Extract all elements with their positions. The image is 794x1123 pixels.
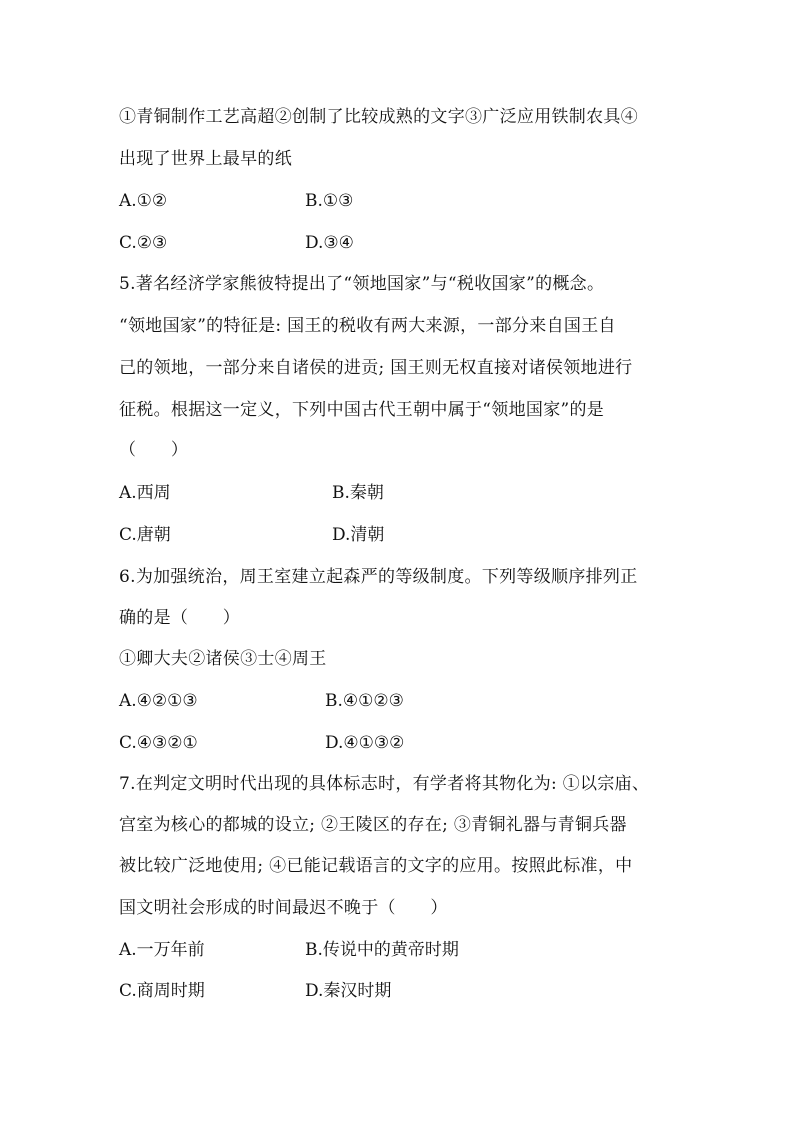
q6-stem-line1: 6.为加强统治，周王室建立起森严的等级制度。下列等级顺序排列正 (119, 567, 638, 587)
q5-option-b: B.秦朝 (332, 483, 384, 503)
q4-option-c: C.②③ (119, 233, 168, 253)
q4-option-b: B.①③ (305, 191, 354, 211)
q6-statements: ①卿大夫②诸侯③士④周王 (119, 649, 327, 669)
q6-stem-line2: 确的是（ ） (119, 608, 241, 628)
q5-option-a: A.西周 (119, 483, 171, 503)
q5-stem-line1: 5.著名经济学家熊彼特提出了“领地国家”与“税收国家”的概念。 (119, 274, 605, 294)
q5-option-d: D.清朝 (332, 525, 385, 545)
q4-option-a: A.①② (119, 191, 168, 211)
q7-option-b: B.传说中的黄帝时期 (305, 940, 459, 960)
q4-statements-line2: 出现了世界上最早的纸 (119, 149, 292, 169)
q7-stem-line2: 宫室为核心的都城的设立; ②王陵区的存在; ③青铜礼器与青铜兵器 (119, 815, 627, 835)
q7-option-c: C.商周时期 (119, 981, 205, 1001)
q5-stem-line3: 己的领地，一部分来自诸侯的进贡; 国王则无权直接对诸侯领地进行 (119, 358, 633, 378)
q5-stem-line2: “领地国家”的特征是: 国王的税收有两大来源，一部分来自国王自 (119, 316, 616, 336)
q7-stem-line3: 被比较广泛地使用; ④已能记载语言的文字的应用。按照此标准，中 (119, 856, 633, 876)
q6-option-a: A.④②①③ (119, 691, 198, 711)
q7-stem-line4: 国文明社会形成的时间最迟不晚于（ ） (119, 898, 448, 918)
q7-option-d: D.秦汉时期 (305, 981, 392, 1001)
q6-option-c: C.④③②① (119, 733, 198, 753)
q4-statements-line1: ①青铜制作工艺高超②创制了比较成熟的文字③广泛应用铁制农具④ (119, 107, 638, 127)
q6-option-d: D.④①③② (325, 733, 405, 753)
q5-option-c: C.唐朝 (119, 525, 171, 545)
q4-option-d: D.③④ (305, 233, 354, 253)
q6-option-b: B.④①②③ (325, 691, 404, 711)
q5-stem-line4: 征税。根据这一定义，下列中国古代王朝中属于“领地国家”的是 (119, 400, 605, 420)
q5-answer-blank: （ ） (119, 440, 189, 460)
q7-stem-line1: 7.在判定文明时代出现的具体标志时，有学者将其物化为: ①以宗庙、 (119, 774, 650, 794)
q7-option-a: A.一万年前 (119, 940, 205, 960)
